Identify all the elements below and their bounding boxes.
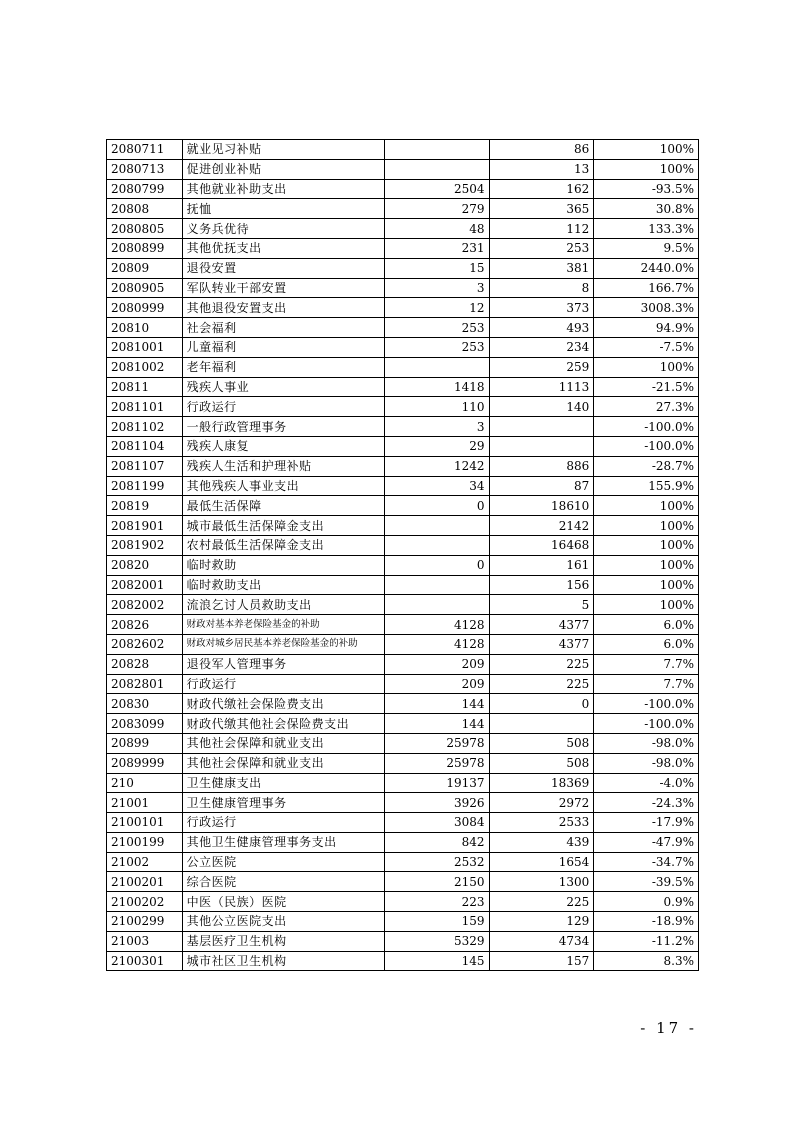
row-code-cell: 2081199 (107, 476, 183, 496)
row-change-cell: 100% (594, 535, 699, 555)
row-prev-year-cell: 253 (384, 337, 489, 357)
row-name-cell: 退役军人管理事务 (182, 654, 384, 674)
row-name-cell: 流浪乞讨人员救助支出 (182, 595, 384, 615)
row-prev-year-cell: 253 (384, 318, 489, 338)
row-curr-year-cell: 381 (489, 258, 594, 278)
row-prev-year-cell: 4128 (384, 634, 489, 654)
row-change-cell: -93.5% (594, 179, 699, 199)
row-curr-year-cell: 140 (489, 397, 594, 417)
row-change-cell: 7.7% (594, 654, 699, 674)
row-prev-year-cell: 29 (384, 436, 489, 456)
row-prev-year-cell (384, 535, 489, 555)
row-change-cell: 6.0% (594, 615, 699, 635)
row-code-cell: 2080905 (107, 278, 183, 298)
row-prev-year-cell: 231 (384, 238, 489, 258)
row-name-cell: 财政代缴其他社会保险费支出 (182, 714, 384, 734)
row-prev-year-cell (384, 159, 489, 179)
row-change-cell: -24.3% (594, 793, 699, 813)
budget-table-body (107, 140, 699, 971)
row-curr-year-cell: 13 (489, 159, 594, 179)
row-curr-year-cell: 161 (489, 555, 594, 575)
row-code-cell: 2082801 (107, 674, 183, 694)
table-row (107, 496, 699, 516)
row-curr-year-cell: 886 (489, 456, 594, 476)
row-prev-year-cell: 48 (384, 219, 489, 239)
row-prev-year-cell: 34 (384, 476, 489, 496)
row-code-cell: 20808 (107, 199, 183, 219)
row-code-cell: 2100299 (107, 912, 183, 932)
row-prev-year-cell: 145 (384, 951, 489, 971)
row-name-cell: 行政运行 (182, 813, 384, 833)
row-code-cell: 2081104 (107, 436, 183, 456)
row-curr-year-cell: 1113 (489, 377, 594, 397)
row-prev-year-cell: 0 (384, 555, 489, 575)
row-change-cell: -100.0% (594, 417, 699, 437)
table-row (107, 179, 699, 199)
row-name-cell: 基层医疗卫生机构 (182, 931, 384, 951)
row-code-cell: 21003 (107, 931, 183, 951)
row-change-cell: 9.5% (594, 238, 699, 258)
row-curr-year-cell: 4734 (489, 931, 594, 951)
row-code-cell: 2081101 (107, 397, 183, 417)
row-code-cell: 2080713 (107, 159, 183, 179)
row-curr-year-cell: 129 (489, 912, 594, 932)
row-curr-year-cell: 1654 (489, 852, 594, 872)
row-change-cell: -11.2% (594, 931, 699, 951)
row-change-cell: -17.9% (594, 813, 699, 833)
row-code-cell: 20826 (107, 615, 183, 635)
row-change-cell: 100% (594, 516, 699, 536)
table-row (107, 238, 699, 258)
row-code-cell: 2081102 (107, 417, 183, 437)
row-name-cell: 其他退役安置支出 (182, 298, 384, 318)
table-row (107, 199, 699, 219)
row-prev-year-cell: 842 (384, 832, 489, 852)
row-name-cell: 老年福利 (182, 357, 384, 377)
row-curr-year-cell: 157 (489, 951, 594, 971)
row-code-cell: 2080805 (107, 219, 183, 239)
table-row (107, 912, 699, 932)
row-prev-year-cell: 159 (384, 912, 489, 932)
row-curr-year-cell: 4377 (489, 634, 594, 654)
row-curr-year-cell: 234 (489, 337, 594, 357)
row-prev-year-cell (384, 575, 489, 595)
row-name-cell: 财政对城乡居民基本养老保险基金的补助 (182, 634, 384, 654)
row-code-cell: 21002 (107, 852, 183, 872)
row-name-cell: 社会福利 (182, 318, 384, 338)
row-code-cell: 2082001 (107, 575, 183, 595)
row-curr-year-cell: 16468 (489, 535, 594, 555)
row-prev-year-cell: 2504 (384, 179, 489, 199)
table-row (107, 298, 699, 318)
table-row (107, 219, 699, 239)
row-name-cell: 就业见习补贴 (182, 140, 384, 160)
row-code-cell: 20830 (107, 694, 183, 714)
row-code-cell: 2100301 (107, 951, 183, 971)
table-row (107, 813, 699, 833)
row-curr-year-cell: 225 (489, 892, 594, 912)
row-change-cell: -21.5% (594, 377, 699, 397)
row-name-cell: 一般行政管理事务 (182, 417, 384, 437)
row-code-cell: 20809 (107, 258, 183, 278)
row-change-cell: 133.3% (594, 219, 699, 239)
row-curr-year-cell: 2533 (489, 813, 594, 833)
row-name-cell: 中医（民族）医院 (182, 892, 384, 912)
row-change-cell: 3008.3% (594, 298, 699, 318)
row-prev-year-cell (384, 516, 489, 536)
row-change-cell: 8.3% (594, 951, 699, 971)
row-curr-year-cell: 225 (489, 674, 594, 694)
row-change-cell: -98.0% (594, 753, 699, 773)
row-name-cell: 农村最低生活保障金支出 (182, 535, 384, 555)
row-prev-year-cell: 15 (384, 258, 489, 278)
row-curr-year-cell: 87 (489, 476, 594, 496)
table-row (107, 258, 699, 278)
table-row (107, 397, 699, 417)
row-change-cell: -100.0% (594, 714, 699, 734)
row-curr-year-cell: 18369 (489, 773, 594, 793)
row-change-cell: 100% (594, 496, 699, 516)
row-name-cell: 卫生健康支出 (182, 773, 384, 793)
row-prev-year-cell: 0 (384, 496, 489, 516)
row-curr-year-cell: 8 (489, 278, 594, 298)
row-curr-year-cell: 112 (489, 219, 594, 239)
row-curr-year-cell: 508 (489, 733, 594, 753)
row-name-cell: 义务兵优待 (182, 219, 384, 239)
table-row (107, 753, 699, 773)
row-change-cell: -4.0% (594, 773, 699, 793)
table-row (107, 852, 699, 872)
row-name-cell: 城市最低生活保障金支出 (182, 516, 384, 536)
row-name-cell: 临时救助 (182, 555, 384, 575)
row-code-cell: 2100201 (107, 872, 183, 892)
row-code-cell: 21001 (107, 793, 183, 813)
row-prev-year-cell: 209 (384, 654, 489, 674)
row-name-cell: 公立医院 (182, 852, 384, 872)
table-row (107, 674, 699, 694)
row-change-cell: -100.0% (594, 694, 699, 714)
row-code-cell: 2082002 (107, 595, 183, 615)
table-row (107, 575, 699, 595)
row-change-cell: 100% (594, 357, 699, 377)
row-prev-year-cell: 25978 (384, 753, 489, 773)
row-code-cell: 2100199 (107, 832, 183, 852)
table-row (107, 832, 699, 852)
row-name-cell: 综合医院 (182, 872, 384, 892)
table-row (107, 714, 699, 734)
row-code-cell: 20820 (107, 555, 183, 575)
row-name-cell: 残疾人康复 (182, 436, 384, 456)
table-row (107, 337, 699, 357)
row-code-cell: 2089999 (107, 753, 183, 773)
row-name-cell: 其他卫生健康管理事务支出 (182, 832, 384, 852)
row-curr-year-cell: 2972 (489, 793, 594, 813)
table-row (107, 773, 699, 793)
table-row (107, 892, 699, 912)
row-prev-year-cell: 5329 (384, 931, 489, 951)
row-prev-year-cell: 209 (384, 674, 489, 694)
row-name-cell: 其他就业补助支出 (182, 179, 384, 199)
row-curr-year-cell (489, 714, 594, 734)
row-code-cell: 2082602 (107, 634, 183, 654)
row-change-cell: 6.0% (594, 634, 699, 654)
row-name-cell: 军队转业干部安置 (182, 278, 384, 298)
row-prev-year-cell: 12 (384, 298, 489, 318)
table-row (107, 377, 699, 397)
row-code-cell: 2083099 (107, 714, 183, 734)
row-prev-year-cell: 110 (384, 397, 489, 417)
row-curr-year-cell: 493 (489, 318, 594, 338)
row-name-cell: 财政代缴社会保险费支出 (182, 694, 384, 714)
row-change-cell: 94.9% (594, 318, 699, 338)
row-curr-year-cell: 365 (489, 199, 594, 219)
row-code-cell: 2100202 (107, 892, 183, 912)
row-code-cell: 2081002 (107, 357, 183, 377)
row-name-cell: 最低生活保障 (182, 496, 384, 516)
table-row (107, 436, 699, 456)
row-code-cell: 20899 (107, 733, 183, 753)
row-code-cell: 2081902 (107, 535, 183, 555)
row-curr-year-cell: 1300 (489, 872, 594, 892)
row-name-cell: 其他优抚支出 (182, 238, 384, 258)
row-name-cell: 其他公立医院支出 (182, 912, 384, 932)
row-curr-year-cell: 373 (489, 298, 594, 318)
table-row (107, 654, 699, 674)
row-prev-year-cell: 1242 (384, 456, 489, 476)
table-row (107, 595, 699, 615)
row-name-cell: 财政对基本养老保险基金的补助 (182, 615, 384, 635)
page-number: - 17 - (640, 1019, 697, 1037)
row-prev-year-cell: 144 (384, 714, 489, 734)
row-change-cell: 155.9% (594, 476, 699, 496)
row-code-cell: 20811 (107, 377, 183, 397)
row-name-cell: 其他社会保障和就业支出 (182, 733, 384, 753)
row-change-cell: 100% (594, 575, 699, 595)
row-curr-year-cell (489, 417, 594, 437)
table-row (107, 456, 699, 476)
row-prev-year-cell: 3926 (384, 793, 489, 813)
row-curr-year-cell: 86 (489, 140, 594, 160)
table-row (107, 516, 699, 536)
row-curr-year-cell: 2142 (489, 516, 594, 536)
row-change-cell: 2440.0% (594, 258, 699, 278)
table-row (107, 357, 699, 377)
row-curr-year-cell: 4377 (489, 615, 594, 635)
row-prev-year-cell: 19137 (384, 773, 489, 793)
table-row (107, 278, 699, 298)
row-change-cell: 100% (594, 595, 699, 615)
table-row (107, 694, 699, 714)
row-change-cell: -47.9% (594, 832, 699, 852)
row-change-cell: 27.3% (594, 397, 699, 417)
row-name-cell: 行政运行 (182, 674, 384, 694)
row-code-cell: 2081001 (107, 337, 183, 357)
row-code-cell: 20810 (107, 318, 183, 338)
row-change-cell: -28.7% (594, 456, 699, 476)
row-change-cell: -18.9% (594, 912, 699, 932)
row-curr-year-cell: 18610 (489, 496, 594, 516)
row-code-cell: 2081901 (107, 516, 183, 536)
row-change-cell: 0.9% (594, 892, 699, 912)
table-row (107, 535, 699, 555)
table-row (107, 615, 699, 635)
row-code-cell: 20828 (107, 654, 183, 674)
row-change-cell: -34.7% (594, 852, 699, 872)
row-prev-year-cell: 3 (384, 417, 489, 437)
row-code-cell: 2081107 (107, 456, 183, 476)
row-prev-year-cell: 3 (384, 278, 489, 298)
row-name-cell: 临时救助支出 (182, 575, 384, 595)
row-name-cell: 残疾人事业 (182, 377, 384, 397)
row-change-cell: -39.5% (594, 872, 699, 892)
row-code-cell: 2080899 (107, 238, 183, 258)
row-curr-year-cell (489, 436, 594, 456)
row-change-cell: -100.0% (594, 436, 699, 456)
row-name-cell: 残疾人生活和护理补贴 (182, 456, 384, 476)
table-row (107, 140, 699, 160)
table-row (107, 951, 699, 971)
row-code-cell: 2080799 (107, 179, 183, 199)
row-prev-year-cell: 2150 (384, 872, 489, 892)
row-prev-year-cell: 4128 (384, 615, 489, 635)
row-curr-year-cell: 156 (489, 575, 594, 595)
row-change-cell: -98.0% (594, 733, 699, 753)
row-prev-year-cell (384, 595, 489, 615)
row-name-cell: 其他社会保障和就业支出 (182, 753, 384, 773)
row-curr-year-cell: 0 (489, 694, 594, 714)
row-name-cell: 抚恤 (182, 199, 384, 219)
row-change-cell: 30.8% (594, 199, 699, 219)
row-change-cell: 100% (594, 140, 699, 160)
row-prev-year-cell: 1418 (384, 377, 489, 397)
table-row (107, 931, 699, 951)
row-change-cell: 7.7% (594, 674, 699, 694)
row-curr-year-cell: 5 (489, 595, 594, 615)
table-row (107, 793, 699, 813)
row-code-cell: 2100101 (107, 813, 183, 833)
row-prev-year-cell: 2532 (384, 852, 489, 872)
row-code-cell: 2080711 (107, 140, 183, 160)
row-change-cell: 100% (594, 159, 699, 179)
row-curr-year-cell: 508 (489, 753, 594, 773)
budget-table (106, 139, 699, 971)
row-prev-year-cell: 3084 (384, 813, 489, 833)
row-code-cell: 210 (107, 773, 183, 793)
row-name-cell: 退役安置 (182, 258, 384, 278)
row-prev-year-cell: 144 (384, 694, 489, 714)
row-curr-year-cell: 259 (489, 357, 594, 377)
row-curr-year-cell: 225 (489, 654, 594, 674)
row-name-cell: 城市社区卫生机构 (182, 951, 384, 971)
row-curr-year-cell: 439 (489, 832, 594, 852)
table-row (107, 417, 699, 437)
row-name-cell: 卫生健康管理事务 (182, 793, 384, 813)
row-prev-year-cell: 279 (384, 199, 489, 219)
row-change-cell: -7.5% (594, 337, 699, 357)
row-name-cell: 其他残疾人事业支出 (182, 476, 384, 496)
row-prev-year-cell (384, 140, 489, 160)
row-code-cell: 20819 (107, 496, 183, 516)
table-row (107, 159, 699, 179)
row-prev-year-cell: 25978 (384, 733, 489, 753)
row-change-cell: 166.7% (594, 278, 699, 298)
table-row (107, 318, 699, 338)
row-code-cell: 2080999 (107, 298, 183, 318)
table-row (107, 634, 699, 654)
table-row (107, 555, 699, 575)
table-row (107, 476, 699, 496)
row-name-cell: 行政运行 (182, 397, 384, 417)
row-change-cell: 100% (594, 555, 699, 575)
row-prev-year-cell: 223 (384, 892, 489, 912)
row-name-cell: 儿童福利 (182, 337, 384, 357)
table-row (107, 872, 699, 892)
table-row (107, 733, 699, 753)
row-curr-year-cell: 253 (489, 238, 594, 258)
row-prev-year-cell (384, 357, 489, 377)
row-curr-year-cell: 162 (489, 179, 594, 199)
row-name-cell: 促进创业补贴 (182, 159, 384, 179)
